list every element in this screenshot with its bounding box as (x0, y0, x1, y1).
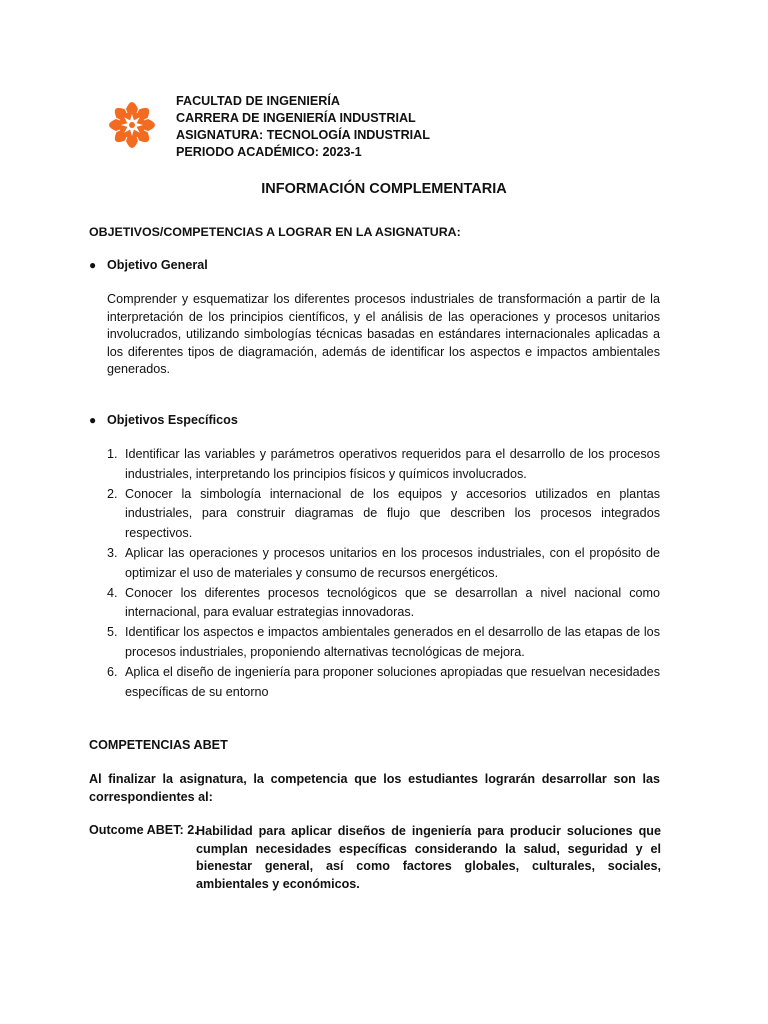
item-text: Conocer los diferentes procesos tecnológicos que se desarrollan a nivel nacional como internacional, para evaluar estrategias innovadoras. (125, 585, 660, 620)
item-number: 2. (107, 486, 118, 501)
list-item (107, 623, 660, 663)
item-number: 4. (107, 585, 118, 600)
item-text: Conocer la simbología internacional de los equipos y accesorios utilizados en plantas industriales, para construir diagramas de flujo que describen los procesos integrados respectivos. (125, 486, 660, 541)
item-number: 3. (107, 545, 118, 560)
document-header (176, 93, 430, 161)
item-number: 6. (107, 664, 118, 679)
item-text: Identificar las variables y parámetros operativos requeridos para el desarrollo de los procesos industriales, interpretando los principios físicos y químicos involucrados. (125, 447, 660, 481)
list-item (107, 663, 660, 703)
course-name: ASIGNATURA: TECNOLOGÍA INDUSTRIAL (176, 128, 430, 142)
faculty-name: FACULTAD DE INGENIERÍA (176, 94, 340, 108)
list-item (107, 584, 660, 624)
general-objective-text: Comprender y esquematizar los diferentes procesos industriales de transformación a partir de la interpretación de los principios científicos, y el análisis de las operaciones y procesos unitarios involucrados, utilizando simbologías técnicas basadas en estándares internacionales aplicadas a los diferentes tipos de diagramación, además de identificar los aspectos e impactos ambientales generados. (107, 292, 660, 377)
outcome-text: Habilidad para aplicar diseños de ingeniería para producir soluciones que cumplan necesidades específicas considerando la salud, seguridad y el bienestar general, así como factores globales, culturales, sociales, ambientales y económicos. (196, 824, 661, 891)
bullet-icon: ● (89, 413, 97, 427)
bullet-icon: ● (89, 258, 97, 272)
abet-intro-text: Al finalizar la asignatura, la competencia que los estudiantes lograrán desarrollar son las correspondientes al: (89, 772, 660, 804)
star-flower-logo-icon (104, 97, 160, 153)
item-number: 5. (107, 625, 118, 640)
career-name: CARRERA DE INGENIERÍA INDUSTRIAL (176, 111, 416, 125)
item-text: Identificar los aspectos e impactos ambientales generados en el desarrollo de las etapas de los procesos industriales, proponiendo alternativas tecnológicas de mejora. (125, 625, 660, 659)
outcome-label: Outcome ABET: 2. (89, 823, 198, 837)
academic-period: PERIODO ACADÉMICO: 2023-1 (176, 145, 362, 159)
specific-objectives-label: Objetivos Específicos (107, 413, 238, 427)
page-title: INFORMACIÓN COMPLEMENTARIA (261, 181, 507, 197)
list-item (107, 445, 660, 485)
abet-heading: COMPETENCIAS ABET (89, 738, 228, 752)
item-text: Aplicar las operaciones y procesos unitarios en los procesos industriales, con el propósito de optimizar el uso de materiales y consumo de recursos energéticos. (125, 545, 660, 580)
list-item (107, 485, 660, 544)
item-text: Aplica el diseño de ingeniería para proponer soluciones apropiadas que resuelvan necesidades específicas de su entorno (125, 664, 660, 699)
list-item (107, 544, 660, 584)
general-objective-label: Objetivo General (107, 258, 208, 272)
specific-objectives-list (107, 445, 660, 702)
item-number: 1. (107, 447, 118, 461)
objectives-section-heading: OBJETIVOS/COMPETENCIAS A LOGRAR EN LA ASIGNATURA: (89, 225, 461, 239)
